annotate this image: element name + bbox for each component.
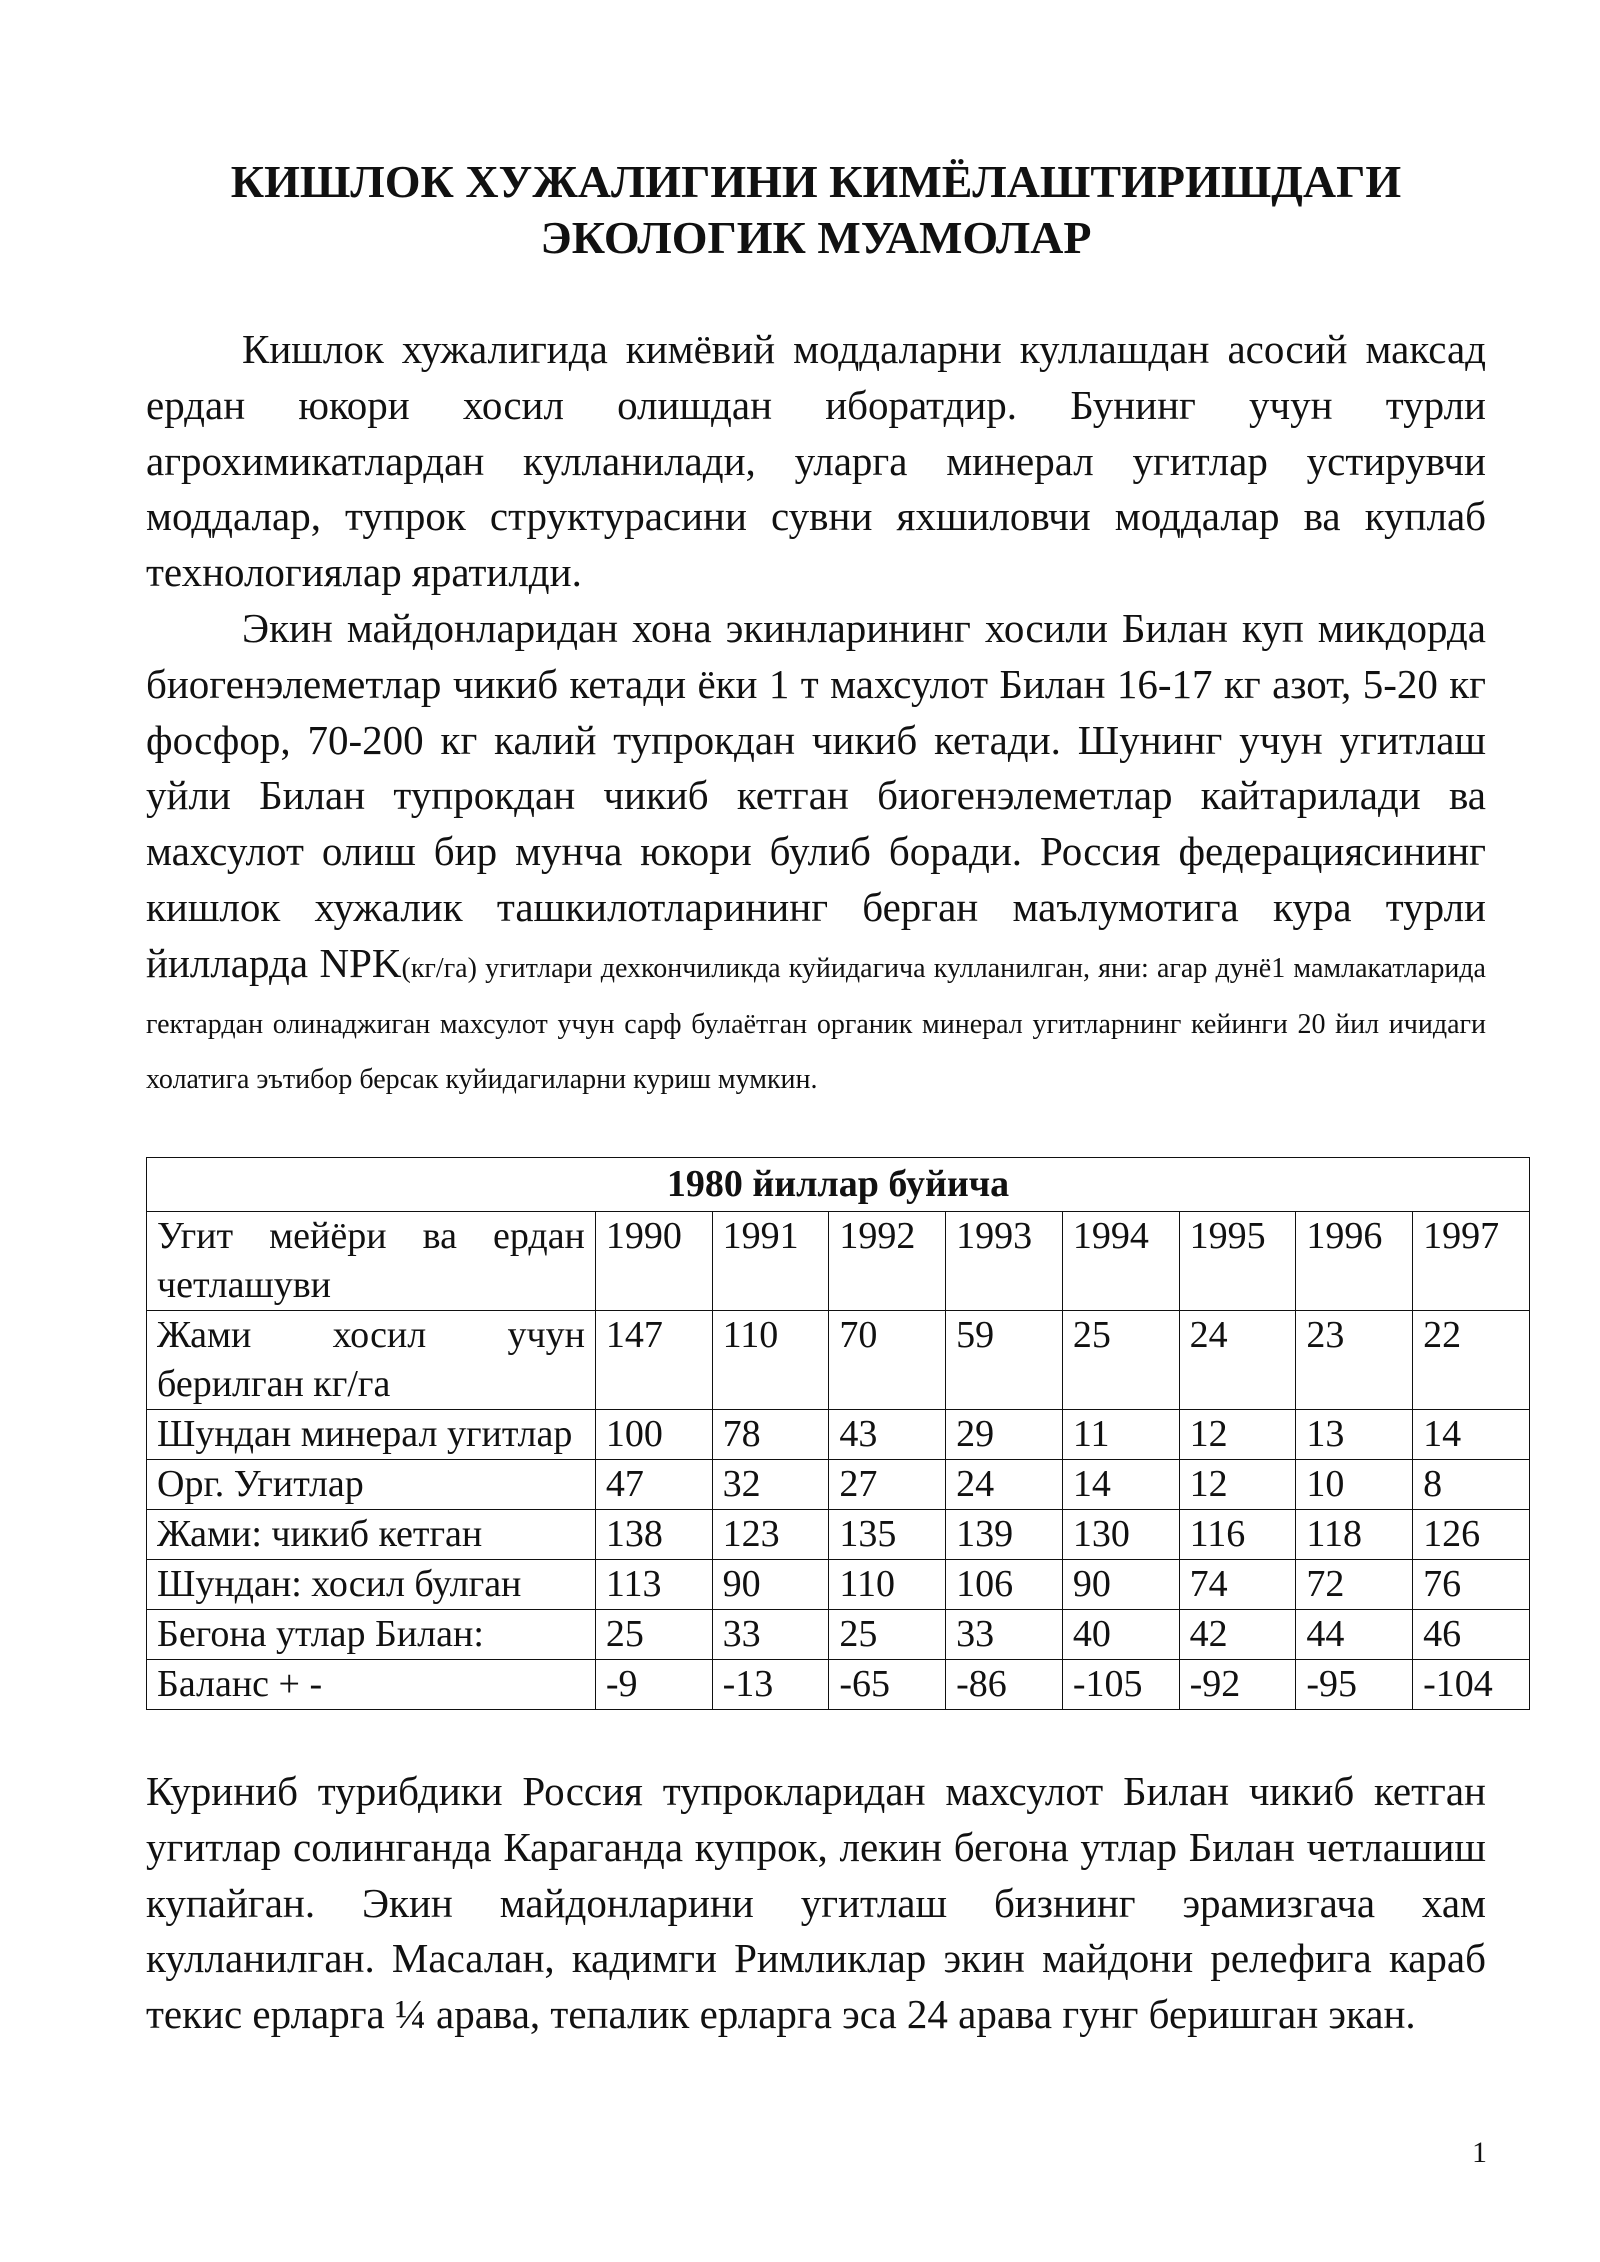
table-cell: -92: [1179, 1660, 1296, 1710]
table-cell: 8: [1413, 1460, 1530, 1510]
table-cell: 100: [595, 1410, 712, 1460]
table-header-label: Угит мейёри ва ердан четлашуви: [147, 1212, 596, 1311]
table-cell: 24: [1179, 1311, 1296, 1410]
table-cell: 14: [1413, 1410, 1530, 1460]
table-cell: 46: [1413, 1610, 1530, 1660]
table-cell: 33: [946, 1610, 1063, 1660]
row-label: Шундан минерал угитлар: [147, 1410, 596, 1460]
table-header-year: 1991: [712, 1212, 829, 1311]
row-label: Жами: чикиб кетган: [147, 1510, 596, 1560]
table-header-year: 1990: [595, 1212, 712, 1311]
table-cell: 47: [595, 1460, 712, 1510]
row-label: Баланс + -: [147, 1660, 596, 1710]
table-cell: 10: [1296, 1460, 1413, 1510]
table-cell: 22: [1413, 1311, 1530, 1410]
table-cell: 90: [1062, 1560, 1179, 1610]
table-cell: -105: [1062, 1660, 1179, 1710]
table-cell: 113: [595, 1560, 712, 1610]
row-label: Бегона утлар Билан:: [147, 1610, 596, 1660]
row-label: Жами хосил учун берилган кг/га: [147, 1311, 596, 1410]
row-label: Орг. Угитлар: [147, 1460, 596, 1510]
table-row: [147, 1311, 1530, 1410]
table-cell: 32: [712, 1460, 829, 1510]
table-cell: 23: [1296, 1311, 1413, 1410]
table-cell: 74: [1179, 1560, 1296, 1610]
table-cell: 24: [946, 1460, 1063, 1510]
table-cell: 147: [595, 1311, 712, 1410]
table-header-year: 1997: [1413, 1212, 1530, 1311]
paragraph-1-block: [146, 322, 1486, 601]
table-caption-row: [147, 1158, 1530, 1212]
table-cell: 42: [1179, 1610, 1296, 1660]
table-cell: 33: [712, 1610, 829, 1660]
table-cell: 110: [712, 1311, 829, 1410]
title-line-2: ЭКОЛОГИК МУАМОЛАР: [540, 212, 1092, 263]
table-cell: 27: [829, 1460, 946, 1510]
table-row: [147, 1460, 1530, 1510]
table-row: [147, 1660, 1530, 1710]
table-cell: 130: [1062, 1510, 1179, 1560]
table-cell: 72: [1296, 1560, 1413, 1610]
fertilizer-table: [146, 1157, 1530, 1710]
table-row: [147, 1410, 1530, 1460]
document-page: [146, 0, 1500, 2262]
table-cell: -65: [829, 1660, 946, 1710]
table-cell: -13: [712, 1660, 829, 1710]
table-cell: 12: [1179, 1410, 1296, 1460]
table-cell: 14: [1062, 1460, 1179, 1510]
table-cell: 90: [712, 1560, 829, 1610]
table-cell: -95: [1296, 1660, 1413, 1710]
title-line-1: КИШЛОК ХУЖАЛИГИНИ КИМЁЛАШТИРИШДАГИ: [230, 156, 1402, 207]
table-cell: -104: [1413, 1660, 1530, 1710]
table-header-year: 1996: [1296, 1212, 1413, 1311]
table-row: [147, 1510, 1530, 1560]
table-cell: 43: [829, 1410, 946, 1460]
table-cell: 13: [1296, 1410, 1413, 1460]
table-header-year: 1995: [1179, 1212, 1296, 1311]
table-cell: 59: [946, 1311, 1063, 1410]
table-cell: 118: [1296, 1510, 1413, 1560]
table-cell: -9: [595, 1660, 712, 1710]
table-cell: 25: [829, 1610, 946, 1660]
table-cell: -86: [946, 1660, 1063, 1710]
paragraph-3: Куриниб турибдики Россия тупрокларидан махсулот Билан чикиб кетган угитлар солинганда Караганда купрок, лекин бегона утлар Билан четлашиш купайган. Экин майдонларини угитлаш бизнинг эрамизгача хам кулланилган. Масалан, кадимги Римликлар экин майдони релефига караб текис ерларга ¼ арава, тепалик ерларга эса 24 арава гунг беришган экан.: [146, 1768, 1486, 2038]
paragraph-3-block: [146, 1764, 1486, 2043]
paragraph-2-block: [146, 601, 1486, 1103]
table-cell: 29: [946, 1410, 1063, 1460]
row-label: Шундан: хосил булган: [147, 1560, 596, 1610]
table-cell: 123: [712, 1510, 829, 1560]
table-header-row: [147, 1212, 1530, 1311]
table-row: [147, 1610, 1530, 1660]
page-number: 1: [1472, 2136, 1487, 2169]
table-header-year: 1992: [829, 1212, 946, 1311]
document-title: [146, 154, 1486, 266]
table-cell: 70: [829, 1311, 946, 1410]
table-cell: 78: [712, 1410, 829, 1460]
table-cell: 138: [595, 1510, 712, 1560]
table-cell: 12: [1179, 1460, 1296, 1510]
paragraph-1: Кишлок хужалигида кимёвий моддаларни куллашдан асосий максад ердан юкори хосил олишдан иборатдир. Бунинг учун турли агрохимикатлардан кулланилади, уларга минерал угитлар устирувчи моддалар, тупрок структурасини сувни яхшиловчи моддалар ва куплаб технологиялар яратилди.: [146, 326, 1486, 596]
table-cell: 135: [829, 1510, 946, 1560]
paragraph-2: [146, 601, 1486, 1103]
table-cell: 126: [1413, 1510, 1530, 1560]
table-cell: 11: [1062, 1410, 1179, 1460]
table-cell: 25: [1062, 1311, 1179, 1410]
table-cell: 25: [595, 1610, 712, 1660]
table-cell: 76: [1413, 1560, 1530, 1610]
table-row: [147, 1560, 1530, 1610]
table-cell: 44: [1296, 1610, 1413, 1660]
table-cell: 110: [829, 1560, 946, 1610]
table-header-year: 1994: [1062, 1212, 1179, 1311]
paragraph-2-small-text: (кг/га) угитлари дехкончиликда куйидагича кулланилган, яни: агар дунё1 мамлакатларида гектардан олинаджиган махсулот учун сарф булаётган органик минерал угитларнинг кейинги 20 йил ичидаги холатига эътибор берсак куйидагиларни куриш мумкин.: [146, 952, 1486, 1096]
table-header-year: 1993: [946, 1212, 1063, 1311]
table-cell: 116: [1179, 1510, 1296, 1560]
table-cell: 139: [946, 1510, 1063, 1560]
table-cell: 106: [946, 1560, 1063, 1610]
table-cell: 40: [1062, 1610, 1179, 1660]
table-caption: 1980 йиллар буйича: [147, 1158, 1530, 1212]
paragraph-2-main-text: Экин майдонларидан хона экинларининг хосили Билан куп микдорда биогенэлеметлар чикиб кетади ёки 1 т махсулот Билан 16-17 кг азот, 5-20 кг фосфор, 70-200 кг калий тупрокдан чикиб кетади. Шунинг учун угитлаш уйли Билан тупрокдан чикиб кетган биогенэлеметлар кайтарилади ва махсулот олиш бир мунча юкори булиб боради. Россия федерациясининг кишлок хужалик ташкилотларининг берган маълумотига кура турли йилларда NPK: [146, 605, 1486, 986]
